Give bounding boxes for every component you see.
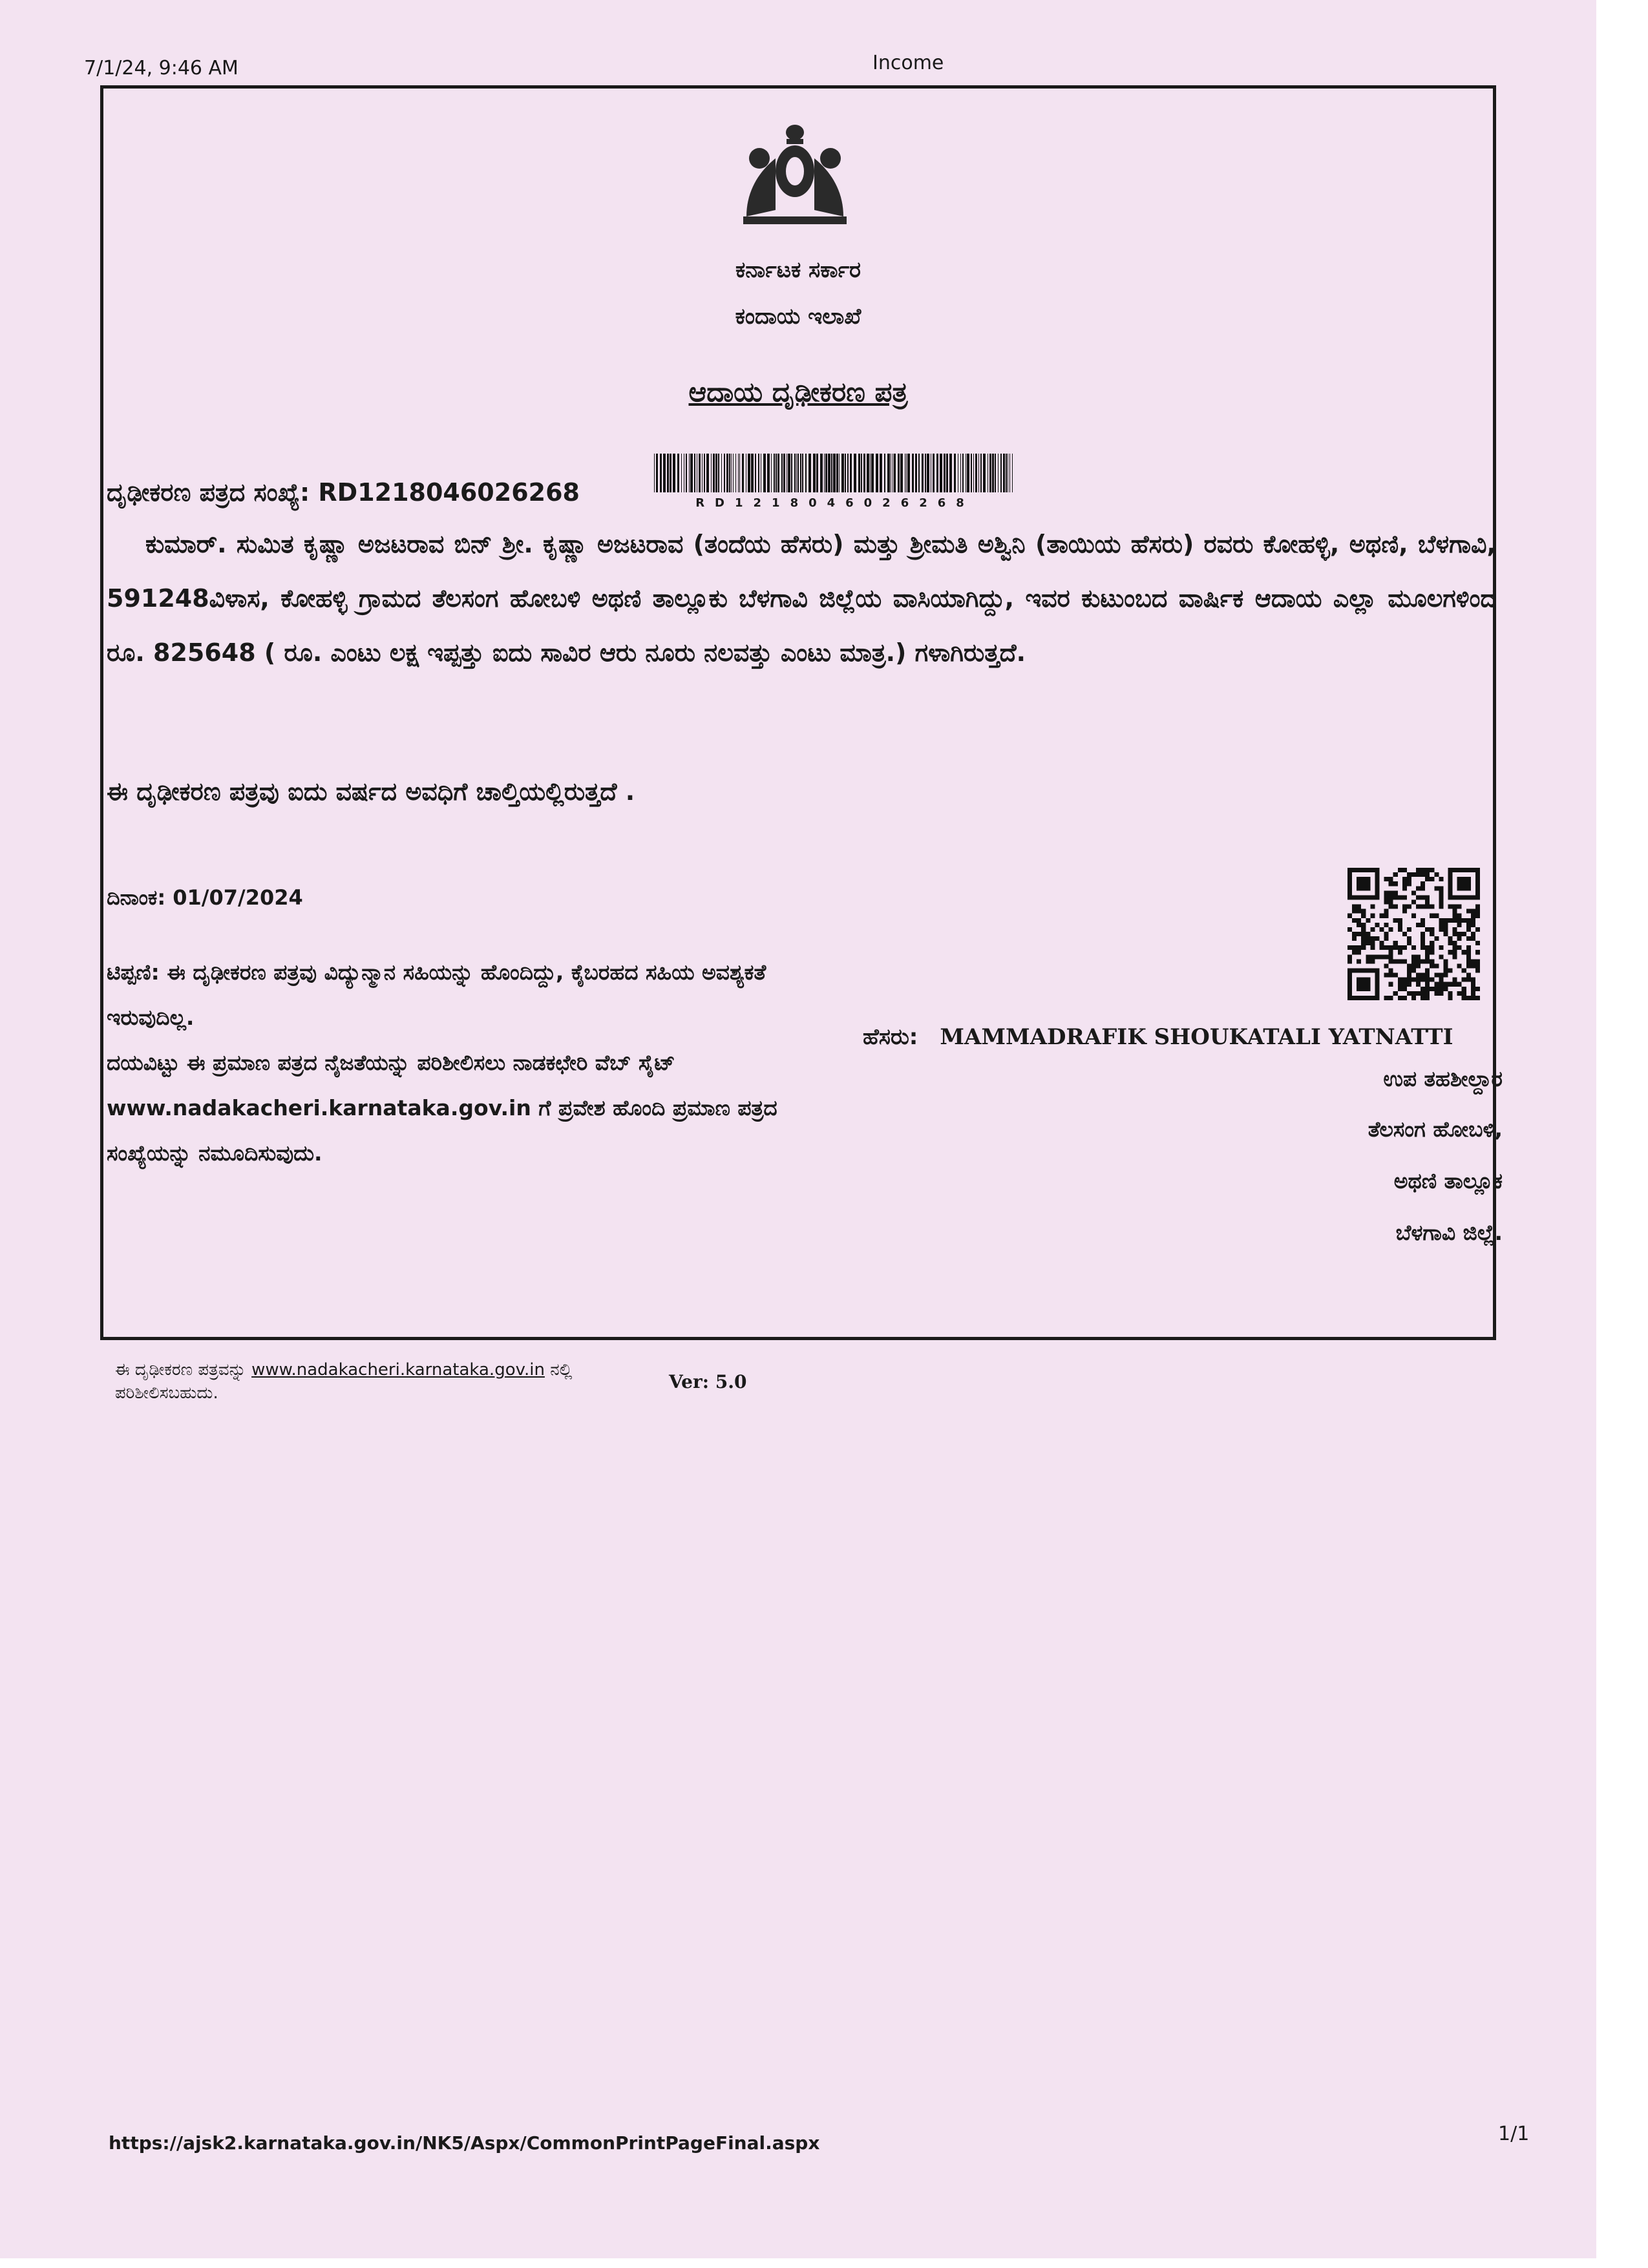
verify-suffix: ನಲ್ಲಿ bbox=[550, 1360, 573, 1380]
note-line-1: ಟಿಪ್ಪಣಿ: ಈ ದೃಢೀಕರಣ ಪತ್ರವು ವಿದ್ಯುನ್ಮಾನ ಸಹಿಯನ್ನು ಹೊಂದಿದ್ದು, ಕೈಬರಹದ ಸಹಿಯ ಅವಶ್ಯಕತೆ ಇರುವುದಿಲ್ಲ. bbox=[107, 960, 766, 1030]
issue-date: ದಿನಾಂಕ: 01/07/2024 bbox=[107, 885, 303, 910]
version-label: Ver: 5.0 bbox=[669, 1371, 747, 1392]
validity-statement: ಈ ದೃಢೀಕರಣ ಪತ್ರವು ಐದು ವರ್ಷದ ಅವಧಿಗೆ ಚಾಲ್ತಿಯಲ್ಲಿರುತ್ತದೆ . bbox=[107, 777, 635, 806]
signatory-district: ಬೆಳಗಾವಿ ಜಿಲ್ಲೆ. bbox=[1395, 1220, 1503, 1245]
signatory-hobli: ತೆಲಸಂಗ ಹೋಬಳಿ, bbox=[1368, 1117, 1503, 1142]
document-title: ಆದಾಯ ದೃಢೀಕರಣ ಪತ್ರ bbox=[688, 376, 908, 408]
verify-prefix: ಈ ದೃಢೀಕರಣ ಪತ್ರವನ್ನು bbox=[115, 1360, 246, 1380]
barcode-text: RD1218046026268 bbox=[695, 496, 975, 510]
print-datetime: 7/1/24, 9:46 AM bbox=[84, 57, 238, 79]
verification-note bbox=[115, 1358, 572, 1405]
qr-code-icon bbox=[1347, 868, 1480, 1000]
verify-link[interactable]: www.nadakacheri.karnataka.gov.in bbox=[251, 1360, 545, 1380]
certificate-body-text: ಕುಮಾರ್. ಸುಮಿತ ಕೃಷ್ಣಾ ಅಜಟರಾವ ಬಿನ್ ಶ್ರೀ. ಕೃಷ್ಣಾ ಅಜಟರಾವ (ತಂದೆಯ ಹೆಸರು) ಮತ್ತು ಶ್ರೀಮತಿ ಅಶ್ವಿನಿ (ತಾಯಿಯ ಹೆಸರು) ರವರು ಕೋಹಳ್ಳಿ, ಅಥಣಿ, ಬೆಳಗಾವಿ, 591248ವಿಳಾಸ, ಕೋಹಳ್ಳಿ ಗ್ರಾಮದ ತೆಲಸಂಗ ಹೋಬಳಿ ಅಥಣಿ ತಾಲ್ಲೂಕು ಬೆಳಗಾವಿ ಜಿಲ್ಲೆಯ ವಾಸಿಯಾಗಿದ್ದು, ಇವರ ಕುಟುಂಬದ ವಾರ್ಷಿಕ ಆದಾಯ ಎಲ್ಲಾ ಮೂಲಗಳಿಂದ ರೂ. 825648 ( ರೂ. ಎಂಟು ಲಕ್ಷ ಇಪ್ಪತ್ತು ಐದು ಸಾವಿರ ಆರು ನೂರು ನಲವತ್ತು ಎಂಟು ಮಾತ್ರ.) ಗಳಾಗಿರುತ್ತದೆ. bbox=[107, 530, 1496, 667]
certificate-body bbox=[107, 517, 1496, 680]
note-block bbox=[107, 950, 830, 1176]
karnataka-emblem-icon bbox=[734, 120, 856, 229]
note-line-2: ದಯವಿಟ್ಟು ಈ ಪ್ರಮಾಣ ಪತ್ರದ ನೈಜತೆಯನ್ನು ಪರಿಶೀಲಿಸಲು ನಾಡಕಛೇರಿ ವೆಬ್ ಸೈಟ್ www.nadakacheri.karnataka.gov.in ಗೆ ಪ್ರವೇಶ ಹೊಂದಿ ಪ್ರಮಾಣ ಪತ್ರದ ಸಂಖ್ಯೆಯನ್ನು ನಮೂದಿಸುವುದು. bbox=[107, 1050, 777, 1166]
print-title: Income bbox=[872, 52, 944, 74]
signatory-taluk: ಅಥಣಿ ತಾಲ್ಲೂಕ bbox=[1393, 1168, 1503, 1193]
certificate-number: ದೃಢೀಕರಣ ಪತ್ರದ ಸಂಖ್ಯೆ: RD1218046026268 bbox=[107, 478, 580, 507]
signatory-name-line bbox=[863, 1024, 1453, 1050]
verify-line-2: ಪರಿಶೀಲಿಸಬಹುದು. bbox=[115, 1383, 218, 1403]
name-label: ಹೆಸರು: bbox=[863, 1024, 918, 1050]
government-name: ಕರ್ನಾಟಕ ಸರ್ಕಾರ bbox=[735, 257, 861, 283]
department-name: ಕಂದಾಯ ಇಲಾಖೆ bbox=[735, 304, 861, 330]
signatory-designation: ಉಪ ತಹಶೀಲ್ದಾರ bbox=[1383, 1066, 1503, 1091]
page-number: 1/1 bbox=[1498, 2123, 1530, 2145]
signatory-name: MAMMADRAFIK SHOUKATALI YATNATTI bbox=[940, 1024, 1453, 1050]
print-url: https://ajsk2.karnataka.gov.in/NK5/Aspx/CommonPrintPageFinal.aspx bbox=[109, 2132, 820, 2154]
